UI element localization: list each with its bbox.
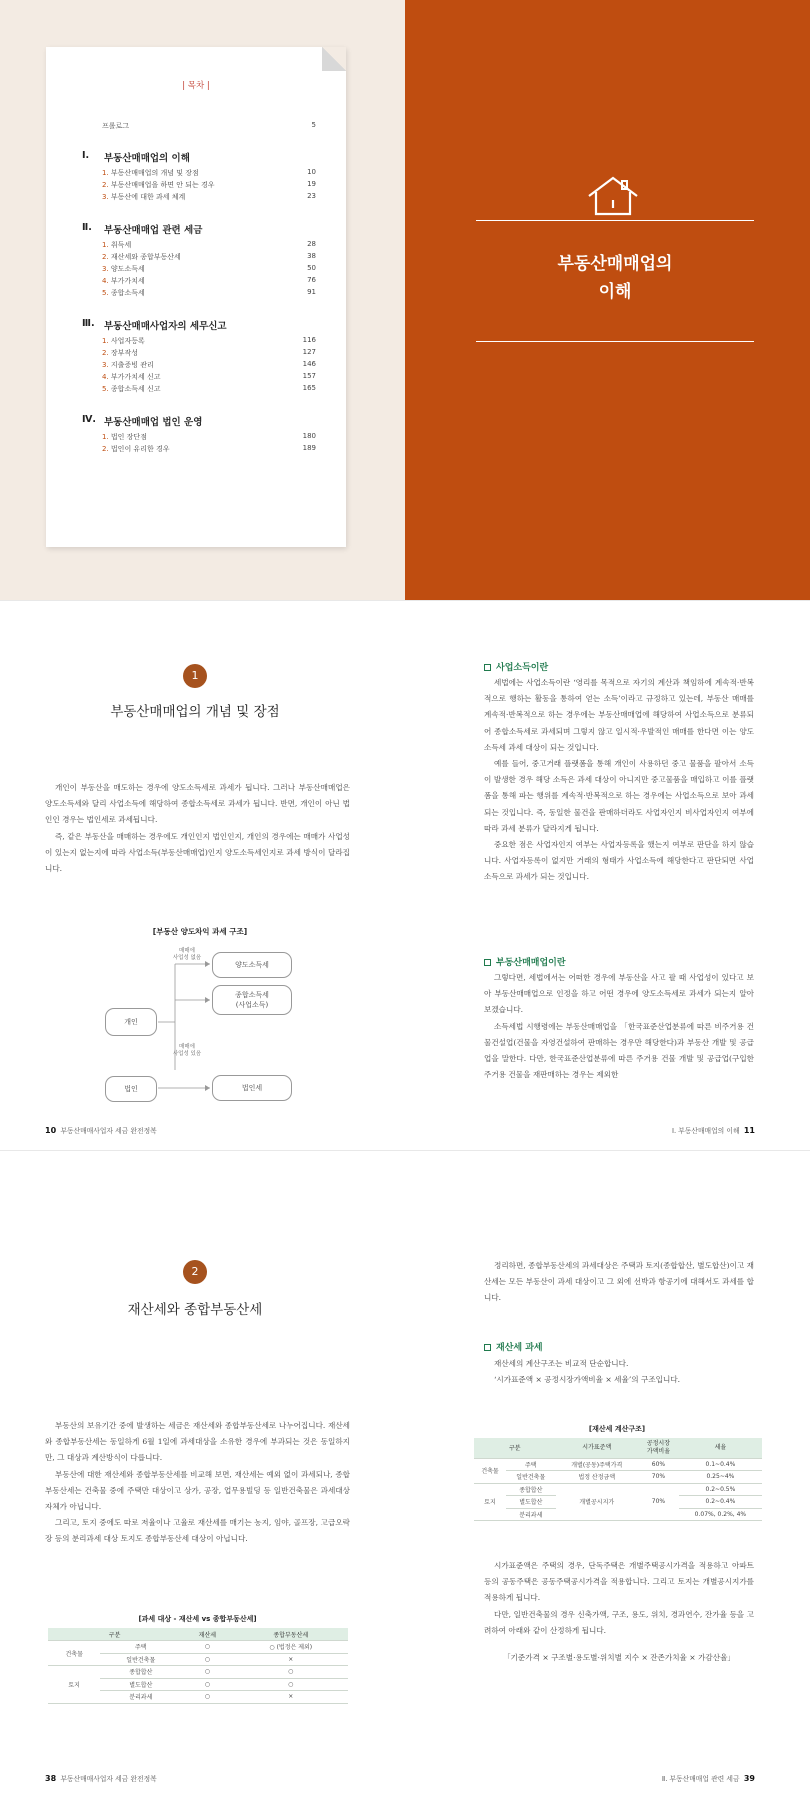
toc-item-label-wrap xyxy=(102,384,160,394)
calc-structure-text xyxy=(494,1356,754,1388)
footer-right xyxy=(672,1125,755,1135)
table-cell: 주택 xyxy=(506,1458,555,1471)
section-number-badge: 2 xyxy=(183,1260,207,1284)
toc-item-label-wrap xyxy=(102,348,138,358)
toc-item-label-wrap xyxy=(102,168,199,178)
table-cell: 60% xyxy=(638,1458,679,1471)
table-cell: 일반건축물 xyxy=(100,1653,181,1666)
paragraph: 시가표준액은 주택의 경우, 단독주택은 개별주택공시가격을 적용하고 아파트 등의 공동주택은 공동주택공시가격을 적용합니다. 그리고 토지는 개별공시지가를 적용하게 됩니다. xyxy=(484,1561,754,1603)
subheading-business-income xyxy=(484,660,548,673)
toc-item-label-wrap xyxy=(102,264,145,274)
table-cell: × xyxy=(234,1653,348,1666)
house-icon xyxy=(585,174,641,220)
toc-page-number: 189 xyxy=(302,444,316,452)
toc-item-label: 부동산매매업의 개념 및 장점 xyxy=(110,169,199,177)
toc-item-number: 4. xyxy=(102,373,109,381)
toc-item-label-wrap xyxy=(102,372,160,382)
tax-target-table xyxy=(48,1628,348,1704)
toc-item-label-wrap xyxy=(102,276,145,286)
toc-item-label: 법인 장단점 xyxy=(110,433,147,441)
diagram-box-transfer-tax: 양도소득세 xyxy=(212,952,292,978)
line: 재산세의 계산구조는 비교적 단순합니다. xyxy=(494,1359,629,1368)
square-bullet-icon xyxy=(484,664,491,671)
table-cell: ○ (법정은 제외) xyxy=(234,1641,348,1654)
square-bullet-icon xyxy=(484,1344,491,1351)
toc-item-label-wrap xyxy=(102,252,181,262)
paragraph: 부동산에 대한 재산세와 종합부동산세를 비교해 보면, 재산세는 예외 없이 과세되나, 종합부동산세는 건축물 중에 주택만 대상이고 상가, 공장, 업무용빌딩 등 일반건축물은 과세대상 자체가 아닙니다. xyxy=(45,1469,350,1512)
footer-left xyxy=(45,1773,157,1783)
table-cell: 건축물 xyxy=(474,1458,506,1483)
table-cell: × xyxy=(234,1691,348,1704)
toc-item xyxy=(102,180,316,190)
cover-rule-bottom xyxy=(476,341,754,342)
toc-item xyxy=(102,336,316,346)
table-cell: 0.2~0.4% xyxy=(679,1496,762,1509)
toc-item xyxy=(102,288,316,298)
toc-prologue xyxy=(102,121,316,131)
toc-item-number: 2. xyxy=(102,181,109,189)
toc-page-number: 165 xyxy=(302,384,316,392)
toc-item-number: 5. xyxy=(102,289,109,297)
subheading-text: 재산세 과세 xyxy=(496,1343,543,1353)
toc-part-heading xyxy=(82,222,322,236)
table-cell: ○ xyxy=(181,1653,233,1666)
diagram-box-income-tax: 종합소득세 (사업소득) xyxy=(212,985,292,1015)
toc-part-title: 부동산매매업의 이해 xyxy=(104,153,190,164)
summary-text xyxy=(484,1258,754,1307)
toc-item-number: 2. xyxy=(102,253,109,261)
toc-item xyxy=(102,432,316,442)
table-cell: ○ xyxy=(234,1666,348,1679)
table-caption: [재산세 계산구조] xyxy=(588,1425,646,1433)
toc-part-heading xyxy=(82,318,322,332)
toc-item-label-wrap xyxy=(102,288,145,298)
toc-item xyxy=(102,252,316,262)
toc-item-label-wrap xyxy=(102,432,147,442)
page-number: 11 xyxy=(743,1126,755,1135)
toc-item-label: 재산세와 종합부동산세 xyxy=(110,253,181,261)
table-row xyxy=(48,1666,348,1679)
table-cell: 0.07%, 0.2%, 4% xyxy=(679,1508,762,1521)
toc-item xyxy=(102,444,316,454)
toc-page-number: 76 xyxy=(307,276,316,284)
paragraph: 정리하면, 종합부동산세의 과세대상은 주택과 토지(종합합산, 별도합산)이고 재산세는 모든 부동산이 과세 대상이고 그 외에 선박과 항공기에 대해서도 과세를 합니다. xyxy=(484,1261,754,1303)
table-cell: 토지 xyxy=(474,1483,506,1521)
toc-item-label-wrap xyxy=(102,240,131,250)
subheading-text: 사업소득이란 xyxy=(496,663,549,673)
table-row xyxy=(474,1471,762,1484)
toc-item-label-wrap xyxy=(102,360,154,370)
table-cell: 0.2~0.5% xyxy=(679,1483,762,1496)
toc-item-label: 지출증빙 관리 xyxy=(110,361,154,369)
toc-item-number: 1. xyxy=(102,241,109,249)
toc-item-label-wrap xyxy=(102,444,169,454)
toc-part-roman: Ⅱ. xyxy=(82,222,92,233)
table-cell: 법정 산정금액 xyxy=(556,1471,639,1484)
footer-right xyxy=(662,1773,755,1783)
toc-prologue-label: 프롤로그 xyxy=(102,122,130,130)
paragraph: 세법에는 사업소득이란 ‘영리를 목적으로 자기의 계산과 책임하에 계속적·반복적으로 행하는 활동을 통하여 얻는 소득’이라고 규정하고 있는데, 부동산 매매를 계속적·반복적으로 하는 경우에는 부동산매매업에 해당하여 사업소득으로 분류되어 종합소득세로 과세되며 그렇지 않고 일시적·우발적인 매매를 한다면 이는 양도소득세 과세 대상이 되는 것입니다. xyxy=(484,678,754,752)
toc-part-title: 부동산매매업 관련 세금 xyxy=(104,225,203,236)
spread-divider xyxy=(0,1150,810,1151)
page-number: 38 xyxy=(45,1774,57,1783)
diagram-box-corporation: 법인 xyxy=(105,1076,157,1102)
table-cell: 분리과세 xyxy=(506,1508,555,1521)
toc-page-number: 157 xyxy=(302,372,316,380)
toc-item xyxy=(102,384,316,394)
toc-part-heading xyxy=(82,150,322,164)
standard-value-text xyxy=(484,1558,754,1639)
table-cell: 개별공시지가 xyxy=(556,1483,639,1521)
table-cell: 건축물 xyxy=(48,1641,100,1666)
toc-item-number: 1. xyxy=(102,433,109,441)
toc-item-label: 부가가치세 xyxy=(110,277,145,285)
table-cell: 분리과세 xyxy=(100,1691,181,1704)
spread-divider xyxy=(0,600,810,601)
table-cell: ○ xyxy=(181,1678,233,1691)
toc-item-number: 1. xyxy=(102,169,109,177)
toc-page-number: 5 xyxy=(311,121,316,129)
paragraph: 소득세법 시행령에는 부동산매매업을 「한국표준산업분류에 따른 비주거용 건물건설업(건물을 자영건설하여 판매하는 경우만 해당한다)과 부동산 개발 및 공급업을 말한다. 다만, 한국표준산업분류에 따른 주거용 건물 개발 및 공급업(구입한 주거용 건물을 재판매하는 경우는 제외한 xyxy=(484,1021,754,1080)
table-cell: ○ xyxy=(181,1641,233,1654)
paragraph: 부동산의 보유기간 중에 발생하는 세금은 재산세와 종합부동산세로 나누어집니다. 재산세와 종합부동산세는 동일하게 6월 1일에 과세대상을 소유한 경우에 부과되는 것은 동일하지만, 그 대상과 계산방식이 다릅니다. xyxy=(45,1421,350,1463)
footer-text: 부동산매매사업자 세금 완전정복 xyxy=(60,1127,157,1135)
table-cell: 0.1~0.4% xyxy=(679,1458,762,1471)
footer-text: Ⅱ. 부동산매매업 관련 세금 xyxy=(661,1775,740,1783)
toc-item xyxy=(102,372,316,382)
toc-item-label: 장부작성 xyxy=(110,349,138,357)
paragraph: 그리고, 토지 중에도 따로 저율이나 고율로 재산세를 매기는 농지, 임야, 골프장, 고급오락장 등의 분리과세 대상 토지도 종합부동산세 대상이 아닙니다. xyxy=(45,1518,350,1544)
paragraph: 다만, 일반건축물의 경우 신축가액, 구조, 용도, 위치, 경과연수, 잔가율 등을 고려하여 아래와 같이 산정하게 됩니다. xyxy=(484,1609,754,1635)
footer-left xyxy=(45,1125,157,1135)
table-cell: 종합합산 xyxy=(506,1483,555,1496)
toc-part-title: 부동산매매업 법인 운영 xyxy=(104,417,203,428)
cover-rule-top xyxy=(476,220,754,221)
toc-paper xyxy=(46,47,346,547)
toc-page-number: 146 xyxy=(302,360,316,368)
toc-item-label: 종합소득세 xyxy=(110,289,145,297)
table-header: 공정시장 가액비율 xyxy=(638,1438,679,1458)
table-cell: 70% xyxy=(638,1471,679,1484)
toc-item xyxy=(102,168,316,178)
toc-item-number: 5. xyxy=(102,385,109,393)
table-header: 종합부동산세 xyxy=(234,1628,348,1641)
diagram-box-individual: 개인 xyxy=(105,1008,157,1036)
toc-item-number: 3. xyxy=(102,193,109,201)
footer-text: 부동산매매사업자 세금 완전정복 xyxy=(60,1775,157,1783)
toc-item xyxy=(102,240,316,250)
toc-part-roman: Ⅰ. xyxy=(82,150,90,161)
subheading-text: 부동산매매업이란 xyxy=(496,958,566,968)
toc-item-label: 부동산매매업을 하면 안 되는 경우 xyxy=(110,181,215,189)
toc-page-number: 116 xyxy=(302,336,316,344)
table-header: 구분 xyxy=(48,1628,181,1641)
table-cell: 주택 xyxy=(100,1641,181,1654)
diagram-label-business: 매매에 사업성 있음 xyxy=(172,1044,202,1057)
table-caption: [과세 대상 - 재산세 vs 종합부동산세] xyxy=(138,1615,257,1623)
table-cell: 토지 xyxy=(48,1666,100,1704)
table-cell: 개별(공동)주택가격 xyxy=(556,1458,639,1471)
table-row xyxy=(48,1641,348,1654)
table-cell: 70% xyxy=(638,1483,679,1521)
table-cell: 종합합산 xyxy=(100,1666,181,1679)
chapter-title-line1: 부동산매매업의 xyxy=(557,254,673,274)
footer-text: Ⅰ. 부동산매매업의 이해 xyxy=(671,1127,740,1135)
toc-item-number: 2. xyxy=(102,349,109,357)
toc-item-number: 2. xyxy=(102,445,109,453)
table-row xyxy=(474,1458,762,1471)
toc-page-number: 10 xyxy=(307,168,316,176)
subheading-property-tax xyxy=(484,1340,543,1353)
section-title: 부동산매매업의 개념 및 장점 xyxy=(110,704,280,720)
toc-item-label: 취득세 xyxy=(110,241,132,249)
paragraph: 그렇다면, 세법에서는 어떠한 경우에 부동산을 사고 팔 때 사업성이 있다고 보아 부동산매매업으로 인정을 하고 어떤 경우에 양도소득세로 과세가 되는지 알아보겠습니다. xyxy=(484,973,754,1015)
toc-part-heading xyxy=(82,414,322,428)
table-header: 세율 xyxy=(679,1438,762,1458)
toc-item-label: 종합소득세 신고 xyxy=(110,385,161,393)
toc-item-label-wrap xyxy=(102,336,145,346)
toc-part-roman: Ⅳ. xyxy=(82,414,97,425)
business-income-text xyxy=(484,675,754,886)
toc-page-number: 50 xyxy=(307,264,316,272)
toc-item-number: 3. xyxy=(102,361,109,369)
toc-page-number: 127 xyxy=(302,348,316,356)
toc-item xyxy=(102,264,316,274)
formula: 「기준가격 × 구조별·용도별·위치별 지수 × 잔존가치율 × 가감산율」 xyxy=(502,1653,736,1662)
table-row xyxy=(474,1483,762,1496)
section-title: 재산세와 종합부동산세 xyxy=(127,1302,263,1318)
section-number-badge: 1 xyxy=(183,664,207,688)
table-header: 구분 xyxy=(474,1438,556,1458)
table-header: 재산세 xyxy=(181,1628,233,1641)
toc-item-label-wrap xyxy=(102,192,185,202)
real-estate-trade-text xyxy=(484,970,754,1082)
property-tax-table xyxy=(474,1438,762,1521)
table-cell: ○ xyxy=(181,1666,233,1679)
page-fold xyxy=(322,47,346,71)
paragraph: 예를 들어, 중고거래 플랫폼을 통해 개인이 사용하던 중고 물품을 팔아서 소득이 발생한 경우 해당 소득은 과세 대상이 아니지만 중고물품을 매입하고 이를 플랫폼을 통해 파는 행위를 계속적·반복적으로 하는 경우에는 사업소득으로 보아 과세되는 것입니다. 즉, 동일한 물건을 판매하더라도 사업자인지 비사업자인지 여부에 따라 과세 분류가 달라지게 됩니다. xyxy=(484,759,754,833)
toc-item xyxy=(102,276,316,286)
page-number: 39 xyxy=(743,1774,755,1783)
toc-page-number: 91 xyxy=(307,288,316,296)
chapter-title-line2: 이해 xyxy=(598,282,632,302)
table-cell: 별도합산 xyxy=(100,1678,181,1691)
page-number: 10 xyxy=(45,1126,57,1135)
intro-text xyxy=(45,780,350,877)
table-cell: 0.25~4% xyxy=(679,1471,762,1484)
paragraph: 중요한 점은 사업자인지 여부는 사업자등록을 했는지 여부로 판단을 하지 않습니다. 사업자등록이 없지만 거래의 형태가 사업소득에 해당한다고 판단되면 사업소득으로 과세가 되는 것입니다. xyxy=(484,840,754,882)
table-cell: ○ xyxy=(234,1678,348,1691)
paragraph: 즉, 같은 부동산을 매매하는 경우에도 개인인지 법인인지, 개인의 경우에는 매매가 사업성이 있는지 없는지에 따라 사업소득(부동산매매업)인지 양도소득세인지로 과세 방식이 달라집니다. xyxy=(45,831,350,874)
intro-text xyxy=(45,1418,350,1548)
toc-page-number: 180 xyxy=(302,432,316,440)
toc-item xyxy=(102,192,316,202)
toc-item-number: 3. xyxy=(102,265,109,273)
toc-item-label: 법인이 유리한 경우 xyxy=(110,445,170,453)
diagram-title: [부동산 양도차익 과세 구조] xyxy=(152,927,248,936)
toc-title: | 목차 | xyxy=(182,81,210,91)
toc-page-number: 28 xyxy=(307,240,316,248)
toc-part-title: 부동산매매사업자의 세무신고 xyxy=(104,321,227,332)
toc-item-label-wrap xyxy=(102,180,215,190)
toc-item-label: 부가가치세 신고 xyxy=(110,373,161,381)
toc-item-number: 1. xyxy=(102,337,109,345)
toc-item xyxy=(102,348,316,358)
diagram-box-corp-tax: 법인세 xyxy=(212,1075,292,1101)
toc-page-number: 23 xyxy=(307,192,316,200)
table-header: 시가표준액 xyxy=(556,1438,639,1458)
toc-page-number: 19 xyxy=(307,180,316,188)
paragraph: 개인이 부동산을 매도하는 경우에 양도소득세로 과세가 됩니다. 그러나 부동산매매업은 양도소득세와 달리 사업소득에 해당하여 종합소득세로 과세가 됩니다. 반면, 개인이 아닌 법인인 경우는 법인세로 과세됩니다. xyxy=(45,783,350,825)
toc-item-number: 4. xyxy=(102,277,109,285)
line: ‘시가표준액 × 공정시장가액비율 × 세율’의 구조입니다. xyxy=(494,1375,681,1385)
diagram-label-no-business: 매매에 사업성 없음 xyxy=(172,948,202,961)
toc-page-number: 38 xyxy=(307,252,316,260)
subheading-real-estate-trade xyxy=(484,955,566,968)
toc-item-label: 부동산에 대한 과세 체계 xyxy=(110,193,186,201)
toc-part-roman: Ⅲ. xyxy=(82,318,95,329)
square-bullet-icon xyxy=(484,959,491,966)
table-cell: 별도합산 xyxy=(506,1496,555,1509)
toc-item-label: 양도소득세 xyxy=(110,265,145,273)
table-cell: ○ xyxy=(181,1691,233,1704)
table-cell: 일반건축물 xyxy=(506,1471,555,1484)
toc-item-label: 사업자등록 xyxy=(110,337,145,345)
toc-item xyxy=(102,360,316,370)
chapter-title xyxy=(476,250,754,306)
